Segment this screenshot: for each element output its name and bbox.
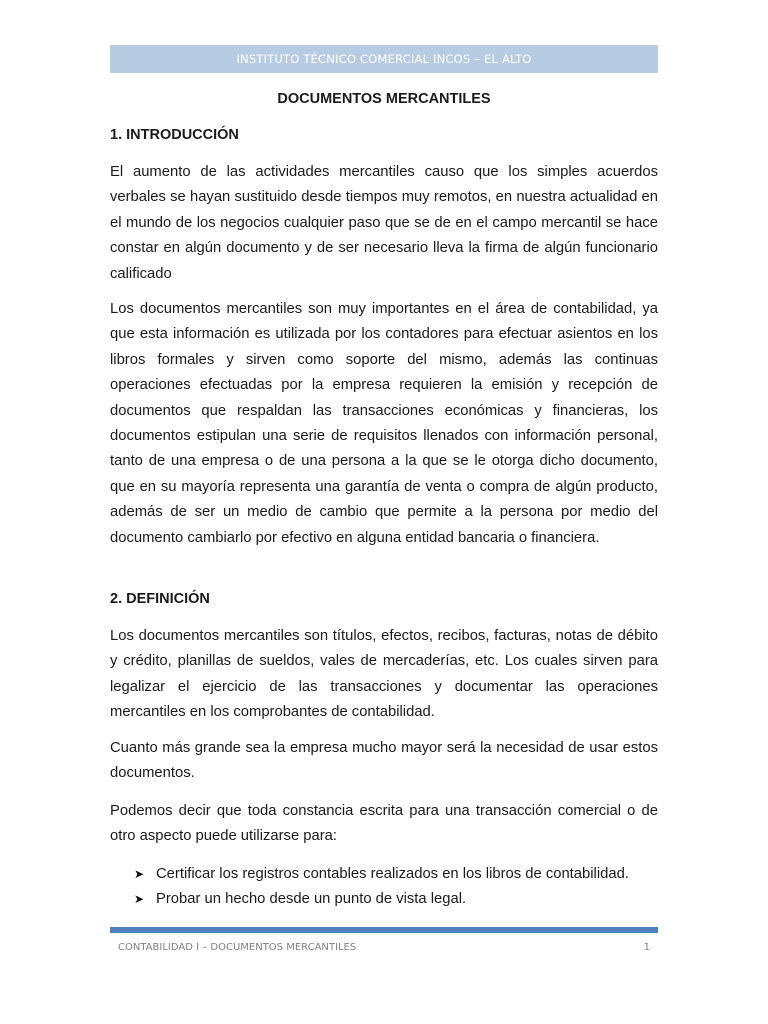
list-item-text: Certificar los registros contables realizados en los libros de contabilidad. [156,866,629,882]
footer-rule [110,927,658,933]
bullet-list [134,862,658,912]
arrowhead-bullet-icon: ➤ [134,892,145,906]
paragraph: Podemos decir que toda constancia escrita para una transacción comercial o de otro aspecto puede utilizarse para: [110,803,658,845]
list-item-text: Probar un hecho desde un punto de vista legal. [156,891,467,907]
paragraph: Cuanto más grande sea la empresa mucho mayor será la necesidad de usar estos documentos. [110,740,658,782]
section-heading-introduccion: 1. INTRODUCCIÓN [110,127,239,143]
paragraph: Los documentos mercantiles son títulos, efectos, recibos, facturas, notas de débito y crédito, planillas de sueldos, vales de mercaderías, etc. Los cuales sirven para legalizar el ejercicio de las transacciones y documentar las operaciones mercantiles en los comprobantes de contabilidad. [110,628,658,721]
paragraph: Los documentos mercantiles son muy importantes en el área de contabilidad, ya que esta información es utilizada por los contadores para efectuar asientos en los libros formales y sirven como soporte del mismo, además las continuas operaciones efectuadas por la empresa requieren la emisión y recepción de documentos que respaldan las transacciones económicas y financieras, los documentos estipulan una serie de requisitos llenados con información personal, tanto de una empresa o de una persona a la que se le otorga dicho documento, que en su mayoría representa una garantía de venta o compra de algún producto, además de ser un medio de cambio que permite a la persona por medio del documento cambiarlo por efectivo en alguna entidad bancaria o financiera. [110,301,658,546]
arrowhead-bullet-icon: ➤ [134,867,145,881]
page-number: 1 [643,942,650,953]
footer-text: CONTABILIDAD I – DOCUMENTOS MERCANTILES [118,942,357,953]
document-title: DOCUMENTOS MERCANTILES [277,91,491,107]
header-band [110,45,658,73]
list-item [134,862,658,887]
header-institution-text: INSTITUTO TÉCNICO COMERCIAL INCOS – EL ALTO [236,52,532,66]
paragraph: El aumento de las actividades mercantiles causo que los simples acuerdos verbales se hayan sustituido desde tiempos muy remotos, en nuestra actualidad en el mundo de los negocios cualquier paso que se de en el campo mercantil se hace constar en algún documento y de ser necesario lleva la firma de algún funcionario calificado [110,164,658,282]
section-heading-definicion: 2. DEFINICIÓN [110,591,210,607]
list-item [134,887,658,912]
